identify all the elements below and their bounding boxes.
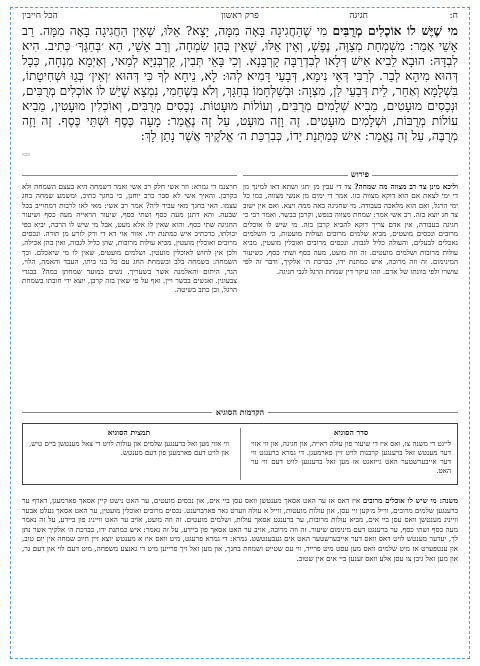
intro-order-text: לייגט די משנה צו, ואס איז די שיעור פון עולה ראייה, און חגיגה, און ווי אזוי דער מענטש זאל ברענגען קרבנות לויט זיין פארמעגן. די גמרא ברענגט ווי דער אייבערשטער האט גייזאגט אז מען זאל ברענגען לויט דעם ווי ער האט. (251, 440, 451, 475)
mishnah-text (22, 24, 458, 156)
margin-note: אבא (22, 152, 31, 158)
intro-box (22, 423, 458, 485)
commentary-title: פירוש (348, 170, 372, 179)
mishnah-opening: מי שֶׁיֶּשׁ לוֹ אוֹכְלִים מְרֻבִּים (332, 24, 458, 38)
page-number: ח: (449, 11, 458, 21)
folio-label: הכל חייבין (22, 11, 58, 21)
intro-title: הקדמות הסוגיא (212, 407, 268, 417)
intro-divider (240, 428, 241, 480)
lower-commentary-text: איז דאס אז ער האט אסאך מענטשן וואס עסן ביי אים, און נכסים מועטים, ער האט נישט קיין אסאך פארמעגן, דארף ער ברענגען שלמים מרובים, ווייל מ׳קען זיי עסן, און עולות מועטות, ווייל א עולה ווערט גאר פארברענט. נכסים מרובים ואוכלין מועטין, ער האט אסאך געלט אבער ווייניג מענטשן וואס עסן ביי אים, מביא עולות מרובות, ער ברענגט אסאך עולות, ושלמים מועטים. זה וזה מועט, אויב ער האט ווייניג פון ביידע, על זה נאמר מעה כסף ושתי כסף, ער ברענגט דעם מינימום שיעור. זה וזה מרובה, אויב ער האט אסאך פון ביידע, על זה נאמר: איש כמתנת ידו, כברכת ה׳ אלקיך אשר נתן לך, יעדער מענטש לויט דאס וואס דער אייבערשטער האט אים געבענטשט. גמרא: די גמרא פרעגט, מיט וואס איז א מענטש יוצא זיין חיוב שמחה אין יום טוב, און ענטפערט אז מיט שלמים וואס מען עסט מיט פרייד, ווי עס שטייט ושמחת בחגך, און מען זאל זיך פרייען מיט די גאנצע משפחה, מיט דעם לוי און דעם גר, און מען זאל גיבן צו עסן אלע וואס זענען ביי אים אין שטוב. (22, 496, 458, 563)
chapter-title: פרק ראשון (221, 11, 259, 21)
commentary-left-text: חרצנמ די גמרא: וזר אשי חלק רב אשי ואמר דשמחה היא בעצם השמחה ולא בקרבן. והאיך אשי לא סבר כרב יוחנן, כי בחגך כתיב, ומשמע שמחה בחג עצמו. האי בחגך מאי עביד ליה? אמר רב אשי: מאי לאו לרבות דמחוייב בכל שבעה. והא דתנן מעה כסף ושתי כסף, שיעור הראייה מעה כסף ושיעור החגיגה שתי כסף. והוא שאין לו אלא מעט, אבל מי שיש לו הרבה, יביא כפי יכולתו, כדכתיב איש כמתנת ידו. אזור אוי דא די ורק לזרע מן תורה. ונכסים מרובים ואוכלין מועטין, מביא עולות מרובות, שהן כליל לגבוה, ואין בהן אכילה, ולכן אין לחוש לאוכלין מועטין. ושלמים מועטים, שאין לו מי שיאכלם. וכך השמחה: בשמחה בלב ובשמחת החג עם כל בני ביתו, העבד והאמה, הלוי, הגר, היתום והאלמנה אשר בשעריך. נשים במועד שמחתן במה? בבגדי צבעונין. ואנשים בבשר ויין. ואף על פי שאין בזה קרבן, יוצא ידי חובתו בשמחת הרגל, וכן כתב בשיטה. (22, 182, 237, 295)
commentary-right-lead: וליכא מינן צד רב מצווה מה שמחה? (354, 182, 458, 191)
tractate-name: חגיגה (349, 11, 368, 21)
intro-summary-column (29, 428, 229, 480)
commentary-right-text: צד די עבין מן ׳חג׳ ושתא דאו למינך מן די ימי לצאת אם הוא דוקא מצווה כזו. אמר די ימים מן אנשי מצווה, כמו כל ימי הרגל, ואם הוא מלאכה בעבודה. מי שחגיגה באה ממה ויצא. ואם אין ישוב צד חג יוצא בזה. רב אשי אמר: שמחת מצווה בנפש, וקרבן בבשר. ואמר רבי כי חגיגה בעבודה, אין אדם צריך דוקא להביא קרבן כזה. מי שיש לו אוכלים מרובים ונכסים מועטים, מביא שלמים מרובים ועולות מועטות, כי השלמים נאכלים לבעלים, והעולה כליל לגבוה. ונכסים מרובים ואוכלין מועטין, מביא עולות מרובות ושלמים מועטים. זה וזה מועט, מעה כסף ושתי כסף, כשיעור המינימום. זה וזה מרובה, איש כמתנת ידו, כברכת ה׳ אלקיך, ודבר זה לפי עושרו ולפי כוונתו של אדם. וזהו עיקר דין שמחת הרגל לגבי חגיגה. (243, 182, 458, 276)
running-header (22, 10, 458, 24)
commentary-column-right (243, 170, 458, 396)
commentary-column-left (22, 170, 237, 396)
intro-order-title: סדר הסוגיא (333, 428, 369, 437)
mishnah-body: מִי שֶׁהַחֲגִיגָה בָּאָה מִמָּה, יָצָא? אֵלּוּ, שֶׁאֵין הַחֲגִיגָה בָּאָה מִמָּה. רַב אָשֵׁי אָמַר: מִשְׁמְחַת מְצַוֶּה, נֶפֶשְׁ, וְאֵין אֵלּוּ, שֶׁאֵין בְּהֵן שִׂמְחָה, וְרָב אָשֵׁי, הֵא ׳בְּחַגֶּךָ׳ כְּתִיב. הִיא לִבְדָּהּ: הוּבָא לֵבִיא אִישׁ דְּלָאו לְבִדְרַבָּה קָרְבָּנָא. וְכִי בָּאֵי תְּבִין, קָרְבְּנִיָּא לְמַאי, וְאַיְמָא מִנְחָה, כְּכָל דְּהוּא מִיהָא לְבַר. לְרַבִּי דְּאֵי נִימָא, דְּבָעֵי דָּמִיא לְהוּ: לָא, נֵיחָא לְךָ כִּי דְּהוּא ׳וְאֵין׳ בְּגֵוּ וּשְׁחִיטָתוֹ, בִּשְׁלָמָא וְאַחַר, לֵית דְּבַעֵי לַן, מִצְוָה: וּבְשַׁלְּחָמוֹ בְּחַגָּךְ, וְלֹא בְּשֶׁחֵמִי, נִמְצָא שֶׁיֵּשׁ לוֹ אוֹכְלִים מְרֻבִּים, וּנְכָסִים מוּעָטִים, מֵבִיא שְׁלָמִים מְרֻבִּים, וְעוֹלוֹת מוּעָטוֹת. נְכָסִים מְרֻבִּים, וְאוֹכְלִין מוּעָטִין, מֵבִיא עוֹלוֹת מְרֻבּוֹת, וּשְׁלָמִים מוּעָטִים. זֶה וָזֶה מוּעָט, עַל זֶה נֶאֱמַר: מָעָה כֶּסֶף וּשְׁתֵּי כֶּסֶף. זֶה וָזֶה מְרֻבֶּה, עַל זֶה נֶאֱמַר: אִישׁ כְּמַתְּנַת יָדוֹ, כְּבִרְכַּת ה׳ אֱלֹקֶיךָ אֲשֶׁר נָתַן לָךְ: (22, 24, 458, 143)
intro-order-column (251, 428, 451, 480)
intro-heading (22, 407, 458, 417)
intro-summary-text: ווי אזוי מען זאל ברענגען שלמים און עולות לויט די צאל מענטשן ביים טיש, און לויט דעם פארמעגן פון דעם מענטש. (29, 440, 229, 457)
lower-commentary-lead: משנה: מי שיש לו אוכלים מרובים (362, 496, 458, 505)
intro-summary-title: תמצית הסוגיא (107, 428, 151, 437)
lower-commentary (22, 496, 458, 652)
